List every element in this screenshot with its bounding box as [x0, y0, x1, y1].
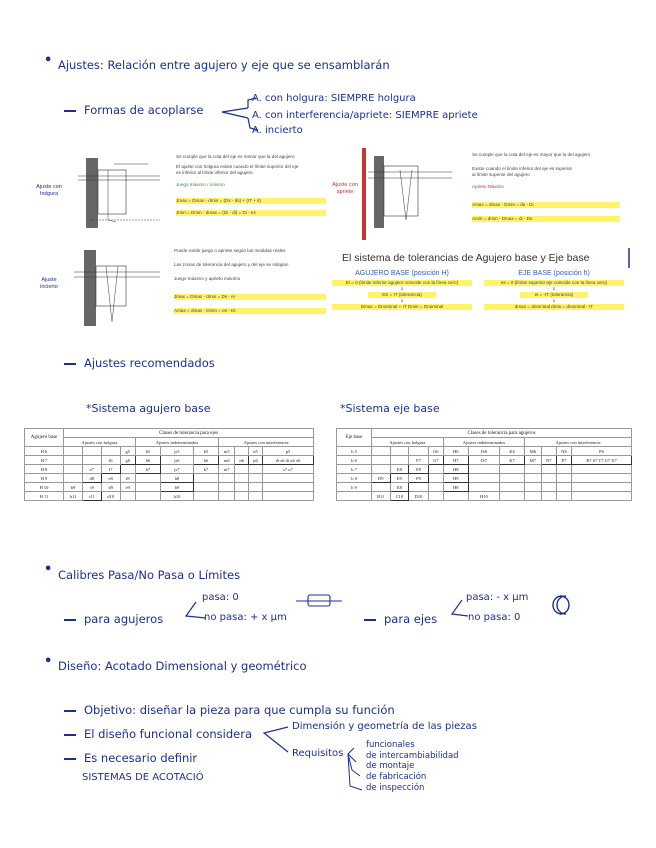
ejes-nopasa: no pasa: 0 [468, 612, 521, 623]
table-cell: js6 [161, 456, 194, 465]
th-eje: Eje base [337, 429, 372, 447]
table-cell: H 8 [25, 465, 64, 474]
table-cell: H6 [443, 447, 468, 456]
table-cell: e9 [120, 483, 135, 492]
req-fabricacion: de fabricación [366, 772, 427, 782]
table-cell: k7 [193, 465, 218, 474]
agujero-base-line1: Ei = 0 (límite inferior agujero coincide con la línea cero) [332, 280, 472, 286]
table-cell: h 5 [337, 447, 372, 456]
table-cell: h 8 [337, 474, 372, 483]
ejes-text: para ejes [384, 612, 438, 626]
slide-apriete: Se cumple que la cota del eje es mayor que la del agujero Existe cuando el límite inferior del eje es superior al límite superior del agujero Aprieto Máximo Amax = dmax - Dmin = ds - Di Amin = dmin - Dmax = di - Ds [360, 148, 622, 240]
eje-base-line2: ei = -IT (tolerancia) [520, 292, 588, 298]
table-cell: b9 [64, 483, 83, 492]
table-cell: js5 [161, 447, 194, 456]
table-cell: p6 [249, 456, 263, 465]
th-clases: Clases de tolerancia para ejes [64, 429, 314, 438]
bullet-3: • [44, 654, 53, 669]
label-ajuste-holgura: Ajuste con holgura [36, 184, 62, 197]
banner-text: El sistema de tolerancias de Agujero base y Eje base [342, 252, 590, 264]
recomendados-text: Ajustes recomendados [84, 356, 215, 370]
table-cell: JS6 [468, 447, 499, 456]
option-incierto: A. incierto [252, 125, 303, 136]
table-cell: N7 [541, 456, 556, 465]
table-cell: P7 [556, 456, 571, 465]
table-cell: f7 [101, 465, 120, 474]
agujero-base-line3: Dmax = Dnominal + IT Dmin = Dnominal [332, 304, 472, 310]
table-cell: R7 S7 T7 U7 X7 [572, 456, 632, 465]
table-cell: d8 [83, 474, 102, 483]
th-holgura-eje: Ajustes con holgura [372, 438, 444, 447]
table-cell: f8 [120, 474, 135, 483]
sistema-agujero-heading: *Sistema agujero base [86, 402, 211, 415]
table-cell: k6 [193, 456, 218, 465]
req-intercambiabilidad: de intercambiabilidad [366, 751, 459, 761]
bullet-2: • [44, 562, 53, 577]
sistemas-acotacion: SISTEMAS DE ACOTACIÓ [82, 772, 204, 783]
table-cell: d9 [101, 483, 120, 492]
table-cell: p5 [262, 447, 313, 456]
necesario-line [64, 751, 197, 765]
table-cell: E9 [390, 474, 409, 483]
table-cell: k5 [193, 447, 218, 456]
table-cell: G7 [428, 456, 443, 465]
eje-base-box: EJE BASE (posición h) es = 0 (límite superior eje coincide con la línea cero) ⇓ ei = -IT (tolerancia) ⇓ dmax = dnominal dmin = dnominal - IT [484, 270, 624, 330]
table-cell: H 9 [25, 474, 64, 483]
table-cell: E8 [390, 483, 409, 492]
table-cell: F9 [409, 474, 428, 483]
req-funcionales: funcionales [366, 740, 415, 750]
table-cell: m6 [219, 456, 235, 465]
eje-base-line3: dmax = dnominal dmin = dnominal - IT [484, 304, 624, 310]
formas-text: Formas de acoplarse [84, 103, 204, 117]
th-interferencia: Ajustes con interferencia [219, 438, 314, 447]
table-cell: m7 [219, 465, 235, 474]
label-ajuste-apriete: Ajuste con apriete [332, 182, 358, 195]
agujeros-nopasa: no pasa: + x μm [204, 612, 287, 623]
objetivo-text: Objetivo: diseñar la pieza para que cumpla su función [84, 703, 395, 717]
funcional-text: El diseño funcional considera [84, 727, 253, 741]
table-cell: f6 [101, 456, 120, 465]
table-cell: h 7 [337, 465, 372, 474]
table-cell: c11 [83, 492, 102, 501]
table-cell: N6 [556, 447, 571, 456]
table-cell: g6 [120, 456, 135, 465]
heading-diseno: Diseño: Acotado Dimensional y geométrico [58, 659, 307, 673]
table-cell: H 7 [25, 456, 64, 465]
table-cell: E8 [390, 465, 409, 474]
dash-icon [64, 758, 76, 760]
table-cell: H 11 [25, 492, 64, 501]
th-interferencia-eje: Ajustes con interferencia [525, 438, 632, 447]
table-cell: JS7 [468, 456, 499, 465]
agujeros-text: para agujeros [84, 612, 164, 626]
th-holgura: Ajustes con holgura [64, 438, 136, 447]
req-inspeccion: de inspección [366, 783, 425, 793]
table-cell: d10 [101, 492, 120, 501]
th-agujero: Agujero base [25, 429, 64, 447]
table-cell: h 6 [337, 456, 372, 465]
table-cell: e7 [83, 465, 102, 474]
table-cell: b11 [64, 492, 83, 501]
table-cell: B11 [372, 492, 391, 501]
ejes-pasa: pasa: - x μm [466, 592, 529, 603]
table-cell: H7 [443, 456, 468, 465]
agujero-base-line2: ES = IT (tolerancia) [368, 292, 436, 298]
table-cell: H8 [443, 483, 468, 492]
table-cell: F7 [409, 456, 428, 465]
table-cell: G6 [428, 447, 443, 456]
table-cell: C10 [390, 492, 409, 501]
table-cell: m5 [219, 447, 235, 456]
heading-calibres: Calibres Pasa/No Pasa o Límites [58, 568, 241, 582]
table-cell: M6 [525, 447, 542, 456]
option-holgura: A. con holgura: SIEMPRE holgura [252, 93, 416, 104]
table-cell: r6 s6 t6 u6 x6 [262, 456, 313, 465]
table-cell: H 6 [25, 447, 64, 456]
table-cell: c9 [83, 483, 102, 492]
heading-ajustes: Ajustes: Relación entre agujero y eje que se ensamblarán [58, 58, 390, 72]
table-cell: K6 [500, 447, 525, 456]
table-cell: h10 [161, 492, 194, 501]
table-cell: H8 [443, 465, 468, 474]
th-clases-agujeros: Clases de tolerancia para agujeros [372, 429, 632, 438]
table-cell: h5 [135, 447, 160, 456]
table-cell: h9 [161, 483, 194, 492]
label-ajuste-incierto: Ajuste incierto [40, 277, 58, 290]
table-cell: h 9 [337, 483, 372, 492]
table-cell: D9 [372, 474, 391, 483]
table-cell: H 10 [25, 483, 64, 492]
table-cell: n6 [235, 456, 249, 465]
agujero-base-box: AGUJERO BASE (posición H) Ei = 0 (límite inferior agujero coincide con la línea cero) ⇓ ES = IT (tolerancia) ⇓ Dmax = Dnominal + IT Dmin = Dnominal [332, 270, 472, 330]
option-interferencia: A. con interferencia/apriete: SIEMPRE apriete [252, 110, 478, 121]
eje-base-title: EJE BASE (posición h) [518, 270, 590, 277]
table-cell: s7 u7 [262, 465, 313, 474]
requisitos-text: Requisitos [292, 748, 344, 759]
table-cell: h6 [135, 456, 160, 465]
eje-base-line1: es = 0 (límite superior eje coincide con la línea cero) [484, 280, 624, 286]
agujeros-pasa: pasa: 0 [202, 592, 239, 603]
table-cell: K7 [500, 456, 525, 465]
necesario-text: Es necesario definir [84, 751, 198, 765]
table-cell: M7 [525, 456, 542, 465]
th-indeterminados-eje: Ajustes indeterminados [443, 438, 524, 447]
bullet-1: • [44, 53, 53, 68]
slide-holgura: Se cumple que la cota del eje es menor que la del agujero El ajuste con holgura existe cuando el límite superior del eje es inferior al límite inferior del agujero Juego máximo / mínimo Jmax = Dmax - dmin = (Ds - ds) + (IT + it) Jmin = Dmin - dmax = (Di - di) = Di - es [68, 150, 330, 240]
table-cell: F8 [409, 465, 428, 474]
req-montaje: de montaje [366, 761, 415, 771]
table-cell: D10 [409, 492, 428, 501]
table-cell: h8 [161, 474, 194, 483]
table-cell: e8 [101, 474, 120, 483]
table-cell: js7 [161, 465, 194, 474]
table-cell: h7 [135, 465, 160, 474]
slide-incierto: Puede existir juego o apriete según las medidas reales Las zonas de tolerancia del agujero y del eje se solapan Juego máximo y aprieto máximo Jmax = Dmax - dmin = Ds - ei Amax = dmax - Dmin = es - Di [68, 244, 330, 330]
agujero-base-title: AGUJERO BASE (posición H) [355, 270, 449, 277]
table-cell: H9 [443, 474, 468, 483]
table-cell: H10 [468, 492, 499, 501]
table-cell: g5 [120, 447, 135, 456]
dimension-text: Dimensión y geometría de las piezas [292, 721, 477, 732]
sistema-eje-heading: *Sistema eje base [340, 402, 440, 415]
th-indeterminados: Ajustes indeterminados [135, 438, 218, 447]
table-cell: P6 [572, 447, 632, 456]
table-cell: n5 [249, 447, 263, 456]
